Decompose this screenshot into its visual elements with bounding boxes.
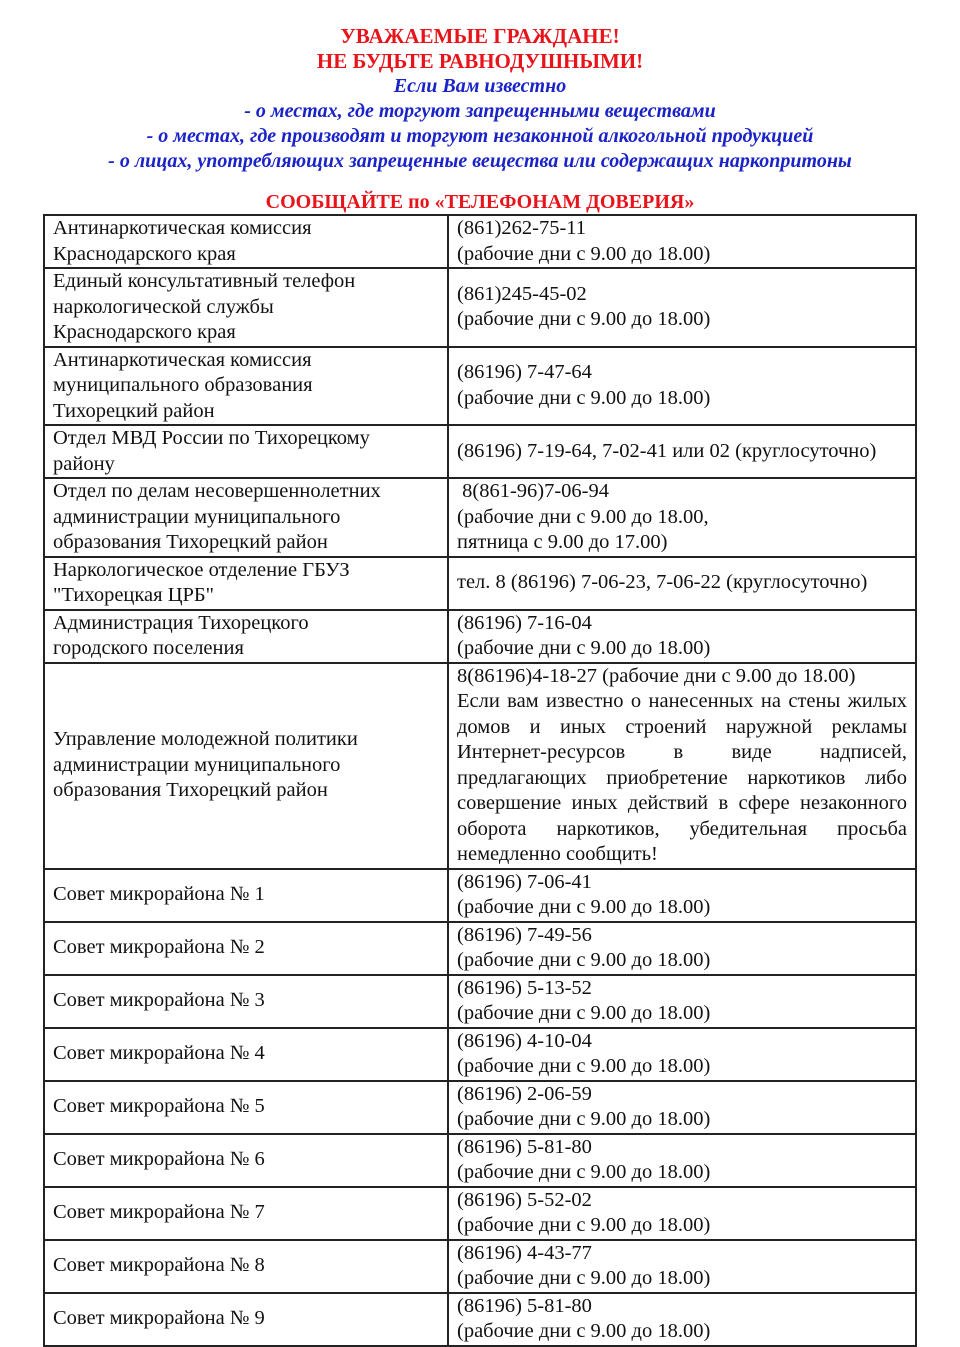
table-row — [44, 425, 916, 478]
phone-line: (86196) 5-81-80 — [457, 1294, 592, 1317]
phone-cell — [448, 425, 916, 478]
phone-line: (861)245-45-02 — [457, 282, 587, 305]
organization-cell — [44, 1028, 448, 1081]
organization-line: Совет микрорайона № 7 — [53, 1201, 265, 1224]
phone-line: (86196) 2-06-59 — [457, 1082, 592, 1105]
phone-cell — [448, 478, 916, 557]
organization-cell — [44, 1187, 448, 1240]
header-title-2: НЕ БУДЬТЕ РАВНОДУШНЫМИ! — [316, 49, 644, 73]
table-row — [44, 1240, 916, 1293]
phone-line: тел. 8 (86196) 7-06-23, 7-06-22 (круглосуточно) — [457, 571, 868, 594]
organization-line: Совет микрорайона № 4 — [53, 1042, 265, 1065]
phone-cell — [448, 1028, 916, 1081]
organization-line: Администрация Тихорецкого — [53, 611, 309, 634]
header-item-1: - о местах, где торгуют запрещенными веществами — [244, 100, 716, 122]
table-row — [44, 1134, 916, 1187]
header-item-3: - о лицах, употребляющих запрещенные вещества или содержащих наркопритоны — [108, 150, 852, 172]
phone-line: (86196) 4-43-77 — [457, 1241, 592, 1264]
organization-line: Антинаркотическая комиссия — [53, 348, 312, 371]
table-row — [44, 610, 916, 663]
phone-line: (рабочие дни с 9.00 до 18.00) — [457, 1267, 711, 1289]
phone-cell — [448, 663, 916, 869]
table-row — [44, 869, 916, 922]
organization-line: муниципального образования — [53, 374, 313, 396]
phone-line: (86196) 5-81-80 — [457, 1135, 592, 1158]
organization-line: Краснодарского края — [53, 321, 236, 343]
organization-line: Отдел МВД России по Тихорецкому — [53, 427, 370, 449]
phone-cell — [448, 869, 916, 922]
header-title-1: УВАЖАЕМЫЕ ГРАЖДАНЕ! — [340, 24, 620, 48]
phone-line: (86196) 5-52-02 — [457, 1188, 592, 1211]
table-row — [44, 975, 916, 1028]
phone-line: (рабочие дни с 9.00 до 18.00) — [457, 637, 711, 659]
table-row — [44, 1028, 916, 1081]
table-row — [44, 922, 916, 975]
organization-line: Краснодарского края — [53, 242, 236, 265]
phone-cell — [448, 1187, 916, 1240]
table-row — [44, 1081, 916, 1134]
phone-line: (86196) 7-49-56 — [457, 923, 592, 946]
organization-line: наркологической службы — [53, 295, 274, 318]
organization-cell — [44, 1240, 448, 1293]
phone-cell — [448, 975, 916, 1028]
phone-cell — [448, 268, 916, 347]
organization-cell — [44, 869, 448, 922]
organization-line: администрации муниципального — [53, 505, 341, 528]
organization-line: Антинаркотическая комиссия — [53, 217, 312, 239]
header — [0, 24, 960, 174]
organization-line: району — [53, 452, 115, 475]
organization-cell — [44, 1293, 448, 1346]
organization-cell — [44, 975, 448, 1028]
organization-line: Совет микрорайона № 1 — [53, 883, 265, 906]
phone-line: пятница с 9.00 до 17.00) — [457, 531, 668, 553]
phone-cell — [448, 922, 916, 975]
phone-cell — [448, 1081, 916, 1134]
organization-line: Единый консультативный телефон — [53, 270, 356, 292]
organization-line: Управление молодежной политики — [53, 728, 358, 751]
phone-line: (рабочие дни с 9.00 до 18.00) — [457, 386, 711, 409]
organization-line: Совет микрорайона № 8 — [53, 1254, 265, 1277]
phone-cell — [448, 1134, 916, 1187]
phone-line: (рабочие дни с 9.00 до 18.00) — [457, 242, 711, 265]
phone-cell — [448, 610, 916, 663]
phone-line: (861)262-75-11 — [457, 217, 587, 239]
organization-cell — [44, 215, 448, 268]
organization-line: Отдел по делам несовершеннолетних — [53, 480, 381, 502]
organization-cell — [44, 1134, 448, 1187]
phone-line: (рабочие дни с 9.00 до 18.00) — [457, 1055, 711, 1077]
phone-cell — [448, 557, 916, 610]
organization-cell — [44, 557, 448, 610]
table-row — [44, 268, 916, 347]
organization-line: "Тихорецкая ЦРБ" — [53, 584, 215, 606]
phone-line: (рабочие дни с 9.00 до 18.00) — [457, 1002, 711, 1024]
organization-cell — [44, 922, 448, 975]
phone-line: 8(861-96)7-06-94 — [457, 480, 610, 502]
table-row — [44, 347, 916, 426]
table-row — [44, 557, 916, 610]
phone-line: (86196) 4-10-04 — [457, 1029, 592, 1052]
organization-cell — [44, 478, 448, 557]
organization-cell — [44, 1081, 448, 1134]
organization-line: Совет микрорайона № 9 — [53, 1307, 265, 1330]
organization-cell — [44, 268, 448, 347]
organization-line: Совет микрорайона № 5 — [53, 1095, 265, 1118]
organization-line: образования Тихорецкий район — [53, 531, 328, 553]
phone-cell — [448, 1240, 916, 1293]
phone-line: (86196) 7-16-04 — [457, 611, 592, 634]
call-title: СООБЩАЙТЕ по «ТЕЛЕФОНАМ ДОВЕРИЯ» — [265, 191, 695, 213]
organization-line: Наркологическое отделение ГБУЗ — [53, 558, 350, 581]
phone-line: (рабочие дни с 9.00 до 18.00) — [457, 896, 711, 918]
table-row — [44, 478, 916, 557]
phone-line: 8(86196)4-18-27 (рабочие дни с 9.00 до 18.00) — [457, 664, 856, 687]
phone-line: (рабочие дни с 9.00 до 18.00) — [457, 308, 711, 331]
phone-line: (86196) 5-13-52 — [457, 976, 592, 999]
organization-line: образования Тихорецкий район — [53, 779, 328, 802]
organization-line: администрации муниципального — [53, 753, 341, 776]
organization-line: городского поселения — [53, 637, 244, 659]
table-row — [44, 1187, 916, 1240]
table-row — [44, 663, 916, 869]
phone-line: (рабочие дни с 9.00 до 18.00) — [457, 1108, 711, 1130]
organization-line: Совет микрорайона № 3 — [53, 989, 265, 1012]
phone-line: (рабочие дни с 9.00 до 18.00) — [457, 1161, 711, 1183]
table-row — [44, 215, 916, 268]
phone-line: (рабочие дни с 9.00 до 18.00) — [457, 1320, 711, 1342]
phone-line: (рабочие дни с 9.00 до 18.00) — [457, 1214, 711, 1236]
hotline-table — [43, 214, 917, 1347]
phone-line: (86196) 7-06-41 — [457, 870, 592, 893]
phone-line: (рабочие дни с 9.00 до 18.00, — [457, 505, 709, 528]
organization-cell — [44, 663, 448, 869]
phone-line: (86196) 7-47-64 — [457, 361, 592, 384]
header-item-2: - о местах, где производят и торгуют незаконной алкогольной продукцией — [146, 125, 814, 147]
organization-line: Тихорецкий район — [53, 399, 215, 422]
phone-line: (86196) 7-19-64, 7-02-41 или 02 (круглосуточно) — [457, 439, 877, 462]
organization-line: Совет микрорайона № 2 — [53, 936, 265, 959]
phone-line: (рабочие дни с 9.00 до 18.00) — [457, 949, 711, 971]
phone-cell — [448, 1293, 916, 1346]
organization-cell — [44, 425, 448, 478]
table-row — [44, 1293, 916, 1346]
header-intro: Если Вам известно — [393, 75, 567, 97]
organization-cell — [44, 347, 448, 426]
organization-cell — [44, 610, 448, 663]
organization-line: Совет микрорайона № 6 — [53, 1148, 265, 1171]
report-note: Если вам известно о нанесенных на стены жилых домов и иных строений наружной рекламы Интернет-ресурсов в виде надписей, предлагающих приобретение наркотиков либо совершение иных действий в сфере незаконного оборота наркотиков, убедительная просьба немедленно сообщить! — [457, 690, 907, 865]
phone-cell — [448, 215, 916, 268]
phone-cell — [448, 347, 916, 426]
